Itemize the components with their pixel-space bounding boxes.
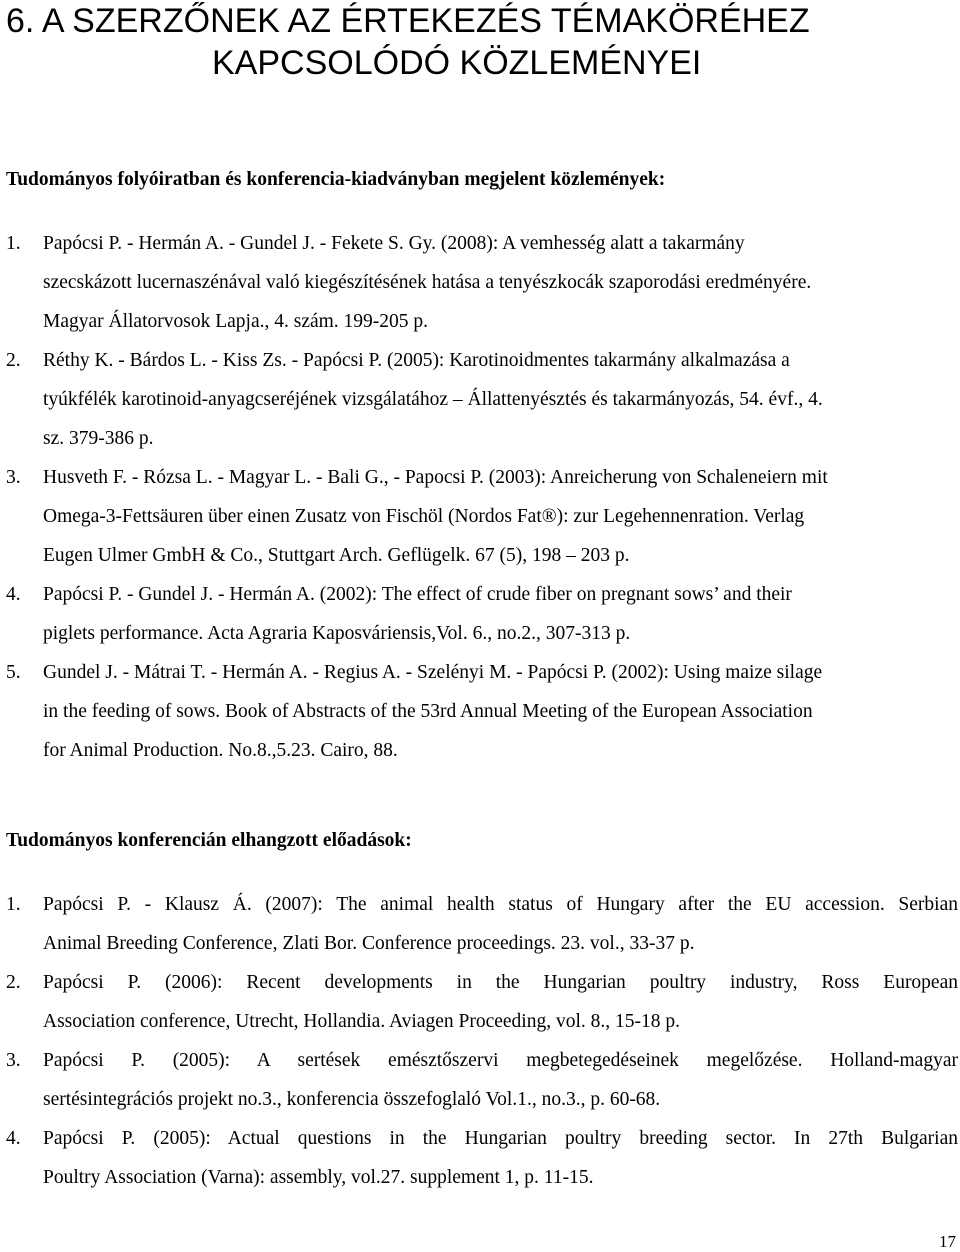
item-text-line: Papócsi P. - Klausz Á. (2007): The animal health status of Hungary after the EU accession. Serbian [43,894,958,915]
item-text-line: Papócsi P. - Hermán A. - Gundel J. - Fekete S. Gy. (2008): A vemhesség alatt a takarmány [43,233,745,254]
item-text-line: Papócsi P. (2005): A sertések emésztőszervi megbetegedéseinek megelőzése. Holland-magyar [43,1050,958,1071]
journal-publication-list [0,224,958,770]
item-text-line: in the feeding of sows. Book of Abstracts of the 53rd Annual Meeting of the European Association [43,701,813,722]
item-number: 3. [6,467,21,488]
item-text-line: Poultry Association (Varna): assembly, vol.27. supplement 1, p. 11-15. [43,1167,594,1188]
item-text-line: Magyar Állatorvosok Lapja., 4. szám. 199-205 p. [43,311,429,332]
page-number: 17 [939,1232,956,1251]
page-title-line-2: KAPCSOLÓDÓ KÖZLEMÉNYEI [212,44,702,82]
item-number: 4. [6,584,21,605]
conference-talk-list [0,885,958,1197]
item-text-line: sz. 379-386 p. [43,428,154,449]
list-item [0,224,958,341]
list-item [0,575,958,653]
item-number: 1. [6,894,21,915]
item-text-line: Eugen Ulmer GmbH & Co., Stuttgart Arch. Geflügelk. 67 (5), 198 – 203 p. [43,545,630,566]
section-heading-journal-publications: Tudományos folyóiratban és konferencia-kiadványban megjelent közlemények: [6,169,666,190]
page-title [6,0,946,84]
item-text-line: Association conference, Utrecht, Hollandia. Aviagen Proceeding, vol. 8., 15-18 p. [43,1011,680,1032]
item-text-line: for Animal Production. No.8.,5.23. Cairo, 88. [43,740,398,761]
list-item [0,1041,958,1119]
item-number: 2. [6,972,21,993]
list-item [0,963,958,1041]
item-text-line: Animal Breeding Conference, Zlati Bor. Conference proceedings. 23. vol., 33-37 p. [43,933,695,954]
item-number: 5. [6,662,21,683]
list-item [0,458,958,575]
item-text-line: Papócsi P. (2005): Actual questions in the Hungarian poultry breeding sector. In 27th Bulgarian [43,1128,958,1149]
item-text-line: Papócsi P. - Gundel J. - Hermán A. (2002): The effect of crude fiber on pregnant sows’ and their [43,584,792,605]
list-item [0,341,958,458]
item-number: 1. [6,233,21,254]
item-text-line: tyúkfélék karotinoid-anyagcseréjének vizsgálatához – Állattenyésztés és takarmányozás, 54. évf., 4. [43,389,823,410]
list-item [0,653,958,770]
item-text-line: Gundel J. - Mátrai T. - Hermán A. - Regius A. - Szelényi M. - Papócsi P. (2002): Using maize silage [43,662,823,683]
list-item [0,885,958,963]
item-text-line: piglets performance. Acta Agraria Kaposváriensis,Vol. 6., no.2., 307-313 p. [43,623,631,644]
item-text-line: Papócsi P. (2006): Recent developments in the Hungarian poultry industry, Ross European [43,972,958,993]
item-text-line: szecskázott lucernaszénával való kiegészítésének hatása a tenyészkocák szaporodási eredményére. [43,272,812,293]
item-number: 4. [6,1128,21,1149]
list-item [0,1119,958,1197]
item-text-line: Omega-3-Fettsäuren über einen Zusatz von Fischöl (Nordos Fat®): zur Legehennenration. Verlag [43,506,805,527]
item-number: 2. [6,350,21,371]
item-number: 3. [6,1050,21,1071]
item-text-line: sertésintegrációs projekt no.3., konferencia összefoglaló Vol.1., no.3., p. 60-68. [43,1089,661,1110]
page-title-line-1: 6. A SZERZŐNEK AZ ÉRTEKEZÉS TÉMAKÖRÉHEZ [6,2,810,40]
item-text-line: Husveth F. - Rózsa L. - Magyar L. - Bali G., - Papocsi P. (2003): Anreicherung von Schaleneiern mit [43,467,828,488]
section-heading-conference-talks: Tudományos konferencián elhangzott előadások: [6,830,412,851]
item-text-line: Réthy K. - Bárdos L. - Kiss Zs. - Papócsi P. (2005): Karotinoidmentes takarmány alkalmazása a [43,350,790,371]
